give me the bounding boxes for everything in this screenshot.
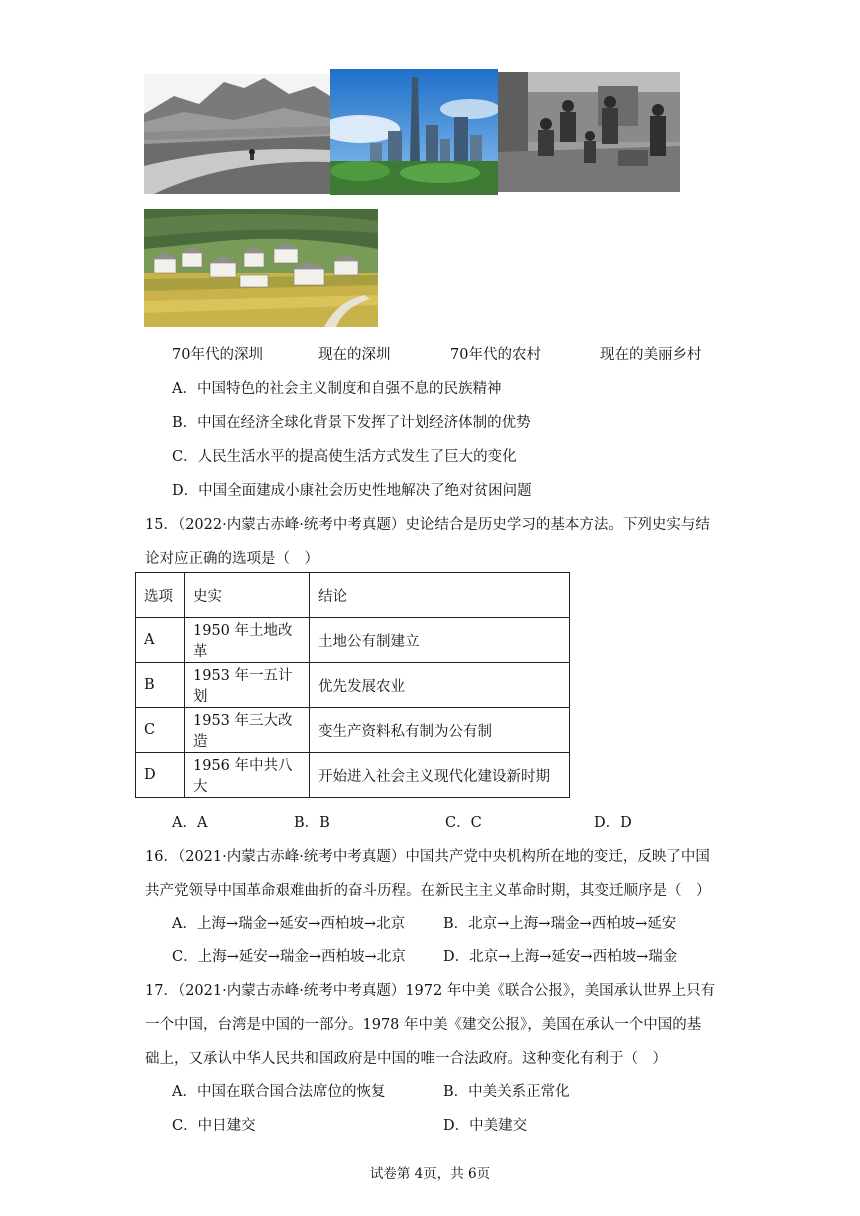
q17-option-d: D．中美建交	[443, 1118, 528, 1134]
table-header-row	[136, 573, 570, 618]
table-cell: A	[136, 618, 185, 663]
q15-table	[135, 572, 570, 798]
table-header-cell: 史实	[185, 573, 310, 618]
q17-option-a: A．中国在联合国合法席位的恢复	[172, 1084, 386, 1100]
photo-countryside-1970s	[498, 72, 680, 192]
q15-option-a: A．A	[172, 815, 208, 831]
q15-stem-line1: 15．（2022·内蒙古赤峰·统考中考真题）史论结合是历史学习的基本方法。下列史实与结	[145, 517, 710, 533]
q17-option-c: C．中日建交	[172, 1118, 256, 1134]
table-cell: B	[136, 663, 185, 708]
table-cell: 1956 年中共八大	[185, 753, 310, 798]
photo-village-now	[144, 209, 378, 327]
q17-option-b: B．中美关系正常化	[443, 1084, 570, 1100]
q14-option-d: D．中国全面建成小康社会历史性地解决了绝对贫困问题	[172, 483, 532, 499]
q16-option-d: D．北京→上海→延安→西柏坡→瑞金	[443, 949, 678, 965]
table-header-cell: 结论	[310, 573, 570, 618]
q16-option-c: C．上海→延安→瑞金→西柏坡→北京	[172, 949, 406, 965]
caption-village-now: 现在的美丽乡村	[600, 347, 702, 363]
q17-stem-line3: 础上，又承认中华人民共和国政府是中国的唯一合法政府。这种变化有利于（ ）	[145, 1051, 667, 1067]
page-footer: 试卷第 4页，共 6页	[369, 1166, 491, 1182]
q17-stem-line2: 一个中国，台湾是中国的一部分。1978 年中美《建交公报》，美国在承认一个中国的基	[145, 1017, 702, 1033]
table-row	[136, 753, 570, 798]
table-cell: 土地公有制建立	[310, 618, 570, 663]
q16-stem-line1: 16．（2021·内蒙古赤峰·统考中考真题）中国共产党中央机构所在地的变迁，反映了中国	[145, 849, 710, 865]
table-cell: D	[136, 753, 185, 798]
q15-option-b: B．B	[294, 815, 330, 831]
caption-shenzhen-1970s: 70年代的深圳	[172, 347, 263, 363]
q14-option-c: C．人民生活水平的提高使生活方式发生了巨大的变化	[172, 449, 517, 465]
table-cell: 变生产资料私有制为公有制	[310, 708, 570, 753]
q15-option-c: C．C	[445, 815, 482, 831]
table-cell: 1953 年一五计划	[185, 663, 310, 708]
table-cell: 1950 年土地改革	[185, 618, 310, 663]
table-cell: 优先发展农业	[310, 663, 570, 708]
table-row	[136, 663, 570, 708]
q15-option-d: D．D	[594, 815, 632, 831]
q15-stem-line2: 论对应正确的选项是（ ）	[145, 551, 319, 567]
q14-option-a: A．中国特色的社会主义制度和自强不息的民族精神	[172, 381, 502, 397]
table-cell: C	[136, 708, 185, 753]
caption-shenzhen-now: 现在的深圳	[318, 347, 391, 363]
q16-option-b: B．北京→上海→瑞金→西柏坡→延安	[443, 916, 677, 932]
q16-option-a: A．上海→瑞金→延安→西柏坡→北京	[172, 916, 406, 932]
table-header-cell: 选项	[136, 573, 185, 618]
table-row	[136, 708, 570, 753]
photo-shenzhen-now	[330, 69, 498, 195]
table-cell: 1953 年三大改造	[185, 708, 310, 753]
table-row	[136, 618, 570, 663]
q16-stem-line2: 共产党领导中国革命艰难曲折的奋斗历程。在新民主主义革命时期，其变迁顺序是（ ）	[145, 883, 711, 899]
q14-option-b: B．中国在经济全球化背景下发挥了计划经济体制的优势	[172, 415, 531, 431]
caption-countryside-1970s: 70年代的农村	[450, 347, 541, 363]
q17-stem-line1: 17．（2021·内蒙古赤峰·统考中考真题）1972 年中美《联合公报》，美国承认世界上只有	[145, 983, 716, 999]
photo-shenzhen-1970s	[144, 74, 330, 194]
table-cell: 开始进入社会主义现代化建设新时期	[310, 753, 570, 798]
